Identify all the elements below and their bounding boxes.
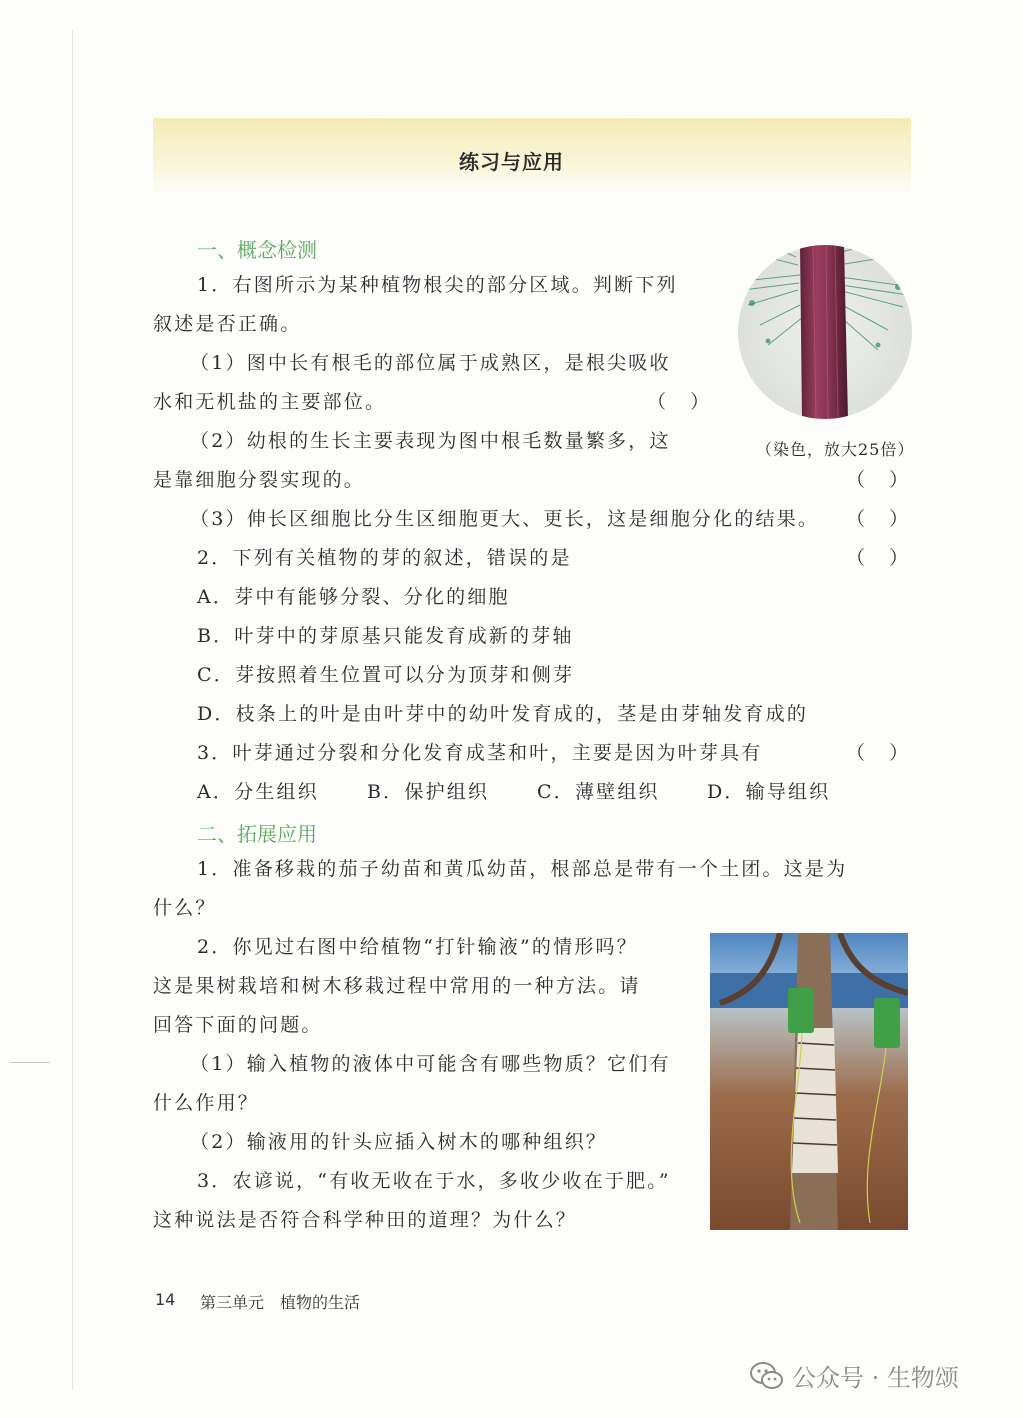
- q1-s3: （3）伸长区细胞比分生区细胞更大、更长，这是细胞分化的结果。: [190, 508, 820, 530]
- q3-stem: 3．叶芽通过分裂和分化发育成茎和叶，主要是因为叶芽具有: [197, 742, 763, 764]
- ext-q2-line1: 2．你见过右图中给植物“打针输液”的情形吗？: [197, 936, 638, 958]
- ext-q2-s1-line1: （1）输入植物的液体中可能含有哪些物质？它们有: [190, 1053, 671, 1075]
- q2-option-b: B．叶芽中的芽原基只能发育成新的芽轴: [197, 625, 574, 647]
- ext-q2-s2: （2）输液用的针头应插入树木的哪种组织？: [190, 1131, 608, 1153]
- q3-option-a: A．分生组织: [197, 781, 319, 803]
- page-number: 14: [155, 1290, 176, 1309]
- q1-s1-line2: 水和无机盐的主要部位。: [153, 391, 387, 413]
- q2-option-c: C．芽按照着生位置可以分为顶芽和侧芽: [197, 664, 575, 686]
- q2-option-d: D．枝条上的叶是由叶芽中的幼叶发育成的，茎是由芽轴发育成的: [197, 703, 809, 725]
- root-tip-micrograph: [738, 245, 912, 419]
- ext-q3-line2: 这种说法是否符合科学种田的道理？为什么？: [153, 1209, 578, 1231]
- page-edge: [72, 30, 73, 1390]
- section-title-extended-application: 二、拓展应用: [197, 822, 317, 846]
- q2-stem: 2．下列有关植物的芽的叙述，错误的是: [197, 547, 572, 569]
- footer-unit: 第三单元 植物的生活: [200, 1293, 361, 1312]
- q1-line2: 叙述是否正确。: [153, 313, 302, 335]
- q3-option-c: C．薄壁组织: [537, 781, 660, 803]
- ext-q1-line2: 什么？: [153, 897, 217, 919]
- ext-q1-line1: 1．准备移栽的茄子幼苗和黄瓜幼苗，根部总是带有一个土团。这是为: [197, 858, 848, 880]
- ext-q2-s1-line2: 什么作用？: [153, 1092, 260, 1114]
- watermark-text: 公众号 · 生物颂: [792, 1364, 959, 1392]
- answer-blank-q1-1[interactable]: （ ）: [647, 391, 710, 413]
- answer-blank-q2[interactable]: （ ）: [846, 547, 909, 569]
- q3-option-d: D．输导组织: [707, 781, 831, 803]
- wechat-icon: [750, 1361, 784, 1391]
- q2-option-a: A．芽中有能够分裂、分化的细胞: [197, 586, 510, 608]
- q3-option-b: B．保护组织: [367, 781, 490, 803]
- figure-caption-root: （染色，放大25倍）: [756, 440, 915, 459]
- ext-q2-line3: 回答下面的问题。: [153, 1014, 323, 1036]
- q1-line1: 1．右图所示为某种植物根尖的部分区域。判断下列: [197, 274, 678, 296]
- ext-q3-line1: 3．农谚说，“有收无收在于水，多收少收在于肥。”: [197, 1170, 671, 1192]
- answer-blank-q3[interactable]: （ ）: [846, 742, 909, 764]
- watermark: [750, 1358, 959, 1393]
- tree-infusion-photo: [710, 933, 908, 1230]
- q1-s1-line1: （1）图中长有根毛的部位属于成熟区，是根尖吸收: [190, 352, 671, 374]
- scan-mark: [10, 1062, 50, 1063]
- page-title: 练习与应用: [459, 150, 564, 174]
- ext-q2-line2: 这是果树栽培和树木移栽过程中常用的一种方法。请: [153, 975, 641, 997]
- q1-s2-line1: （2）幼根的生长主要表现为图中根毛数量繁多，这: [190, 430, 671, 452]
- answer-blank-q1-3[interactable]: （ ）: [846, 508, 909, 530]
- q1-s2-line2: 是靠细胞分裂实现的。: [153, 469, 366, 491]
- answer-blank-q1-2[interactable]: （ ）: [846, 469, 909, 491]
- section-title-concept-check: 一、概念检测: [197, 238, 317, 262]
